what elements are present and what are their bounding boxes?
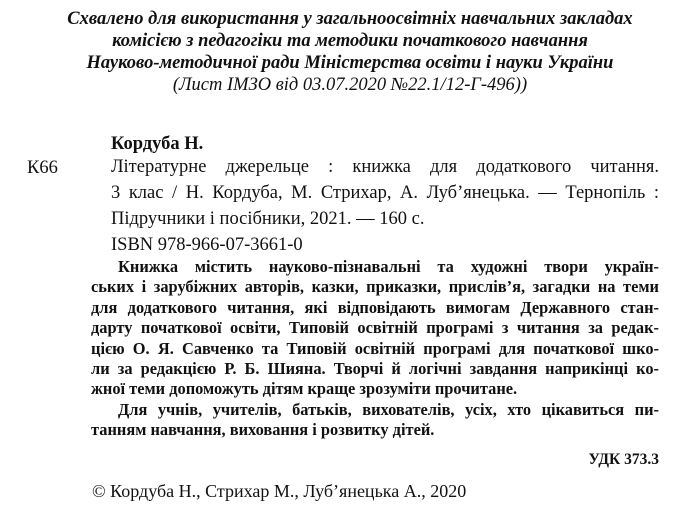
approval-notice [0,8,700,96]
annotation-line: Книжка містить науково-пізнавальні та художні твори україн- [118,257,659,276]
bibliographic-description [111,154,659,258]
isbn-line: ISBN 978-966-07-3661-0 [111,235,303,255]
author-heading: Кордуба Н. [111,134,204,154]
annotation-line: для додаткового читання, які відповідають вимогам Державного стан- [91,297,659,317]
annotation-line: цією О. Я. Савченко та Типовій освітній програмі для початкової шко- [91,338,659,358]
author-mark: К66 [27,158,58,178]
annotation-line: ських і зарубіжних авторів, казки, приказки, прислів’я, загадки на теми [91,277,659,297]
approval-reference: (Лист ІМЗО від 03.07.2020 №22.1/12-Г-496)) [172,75,528,95]
biblio-line: 3 клас / Н. Кордуба, М. Стрихар, А. Луб’янецька. — Тернопіль : [111,183,659,203]
biblio-line: Літературне джерельце : книжка для додаткового читання. [111,157,659,177]
approval-line: комісією з педагогіки та методики початкового навчання [112,31,588,51]
udk-code: УДК 373.3 [588,451,659,468]
annotation-line: Для учнів, учителів, батьків, вихователів, усіх, хто цікавиться пи- [118,399,659,419]
approval-line: Схвалено для використання у загальноосвітніх навчальних закладах [67,9,633,29]
annotation-line: дарту початкової освіти, Типовій освітній програмі з читання за редак- [91,318,659,338]
annotation-line: жної теми допоможуть дітям краще зрозуміти прочитане. [91,379,518,399]
annotation [91,257,659,441]
approval-line: Науково-методичної ради Міністерства освіти і науки України [86,53,614,73]
biblio-line: Підручники і посібники, 2021. — 160 с. [111,209,425,229]
annotation-line: танням навчання, виховання і розвитку дітей. [91,420,435,440]
copyright-line: © Кордуба Н., Стрихар М., Луб’янецька А., 2020 [92,481,467,501]
annotation-line: ли за редакцією Р. Б. Шияна. Творчі й логічні завдання наприкінці ко- [91,359,659,379]
